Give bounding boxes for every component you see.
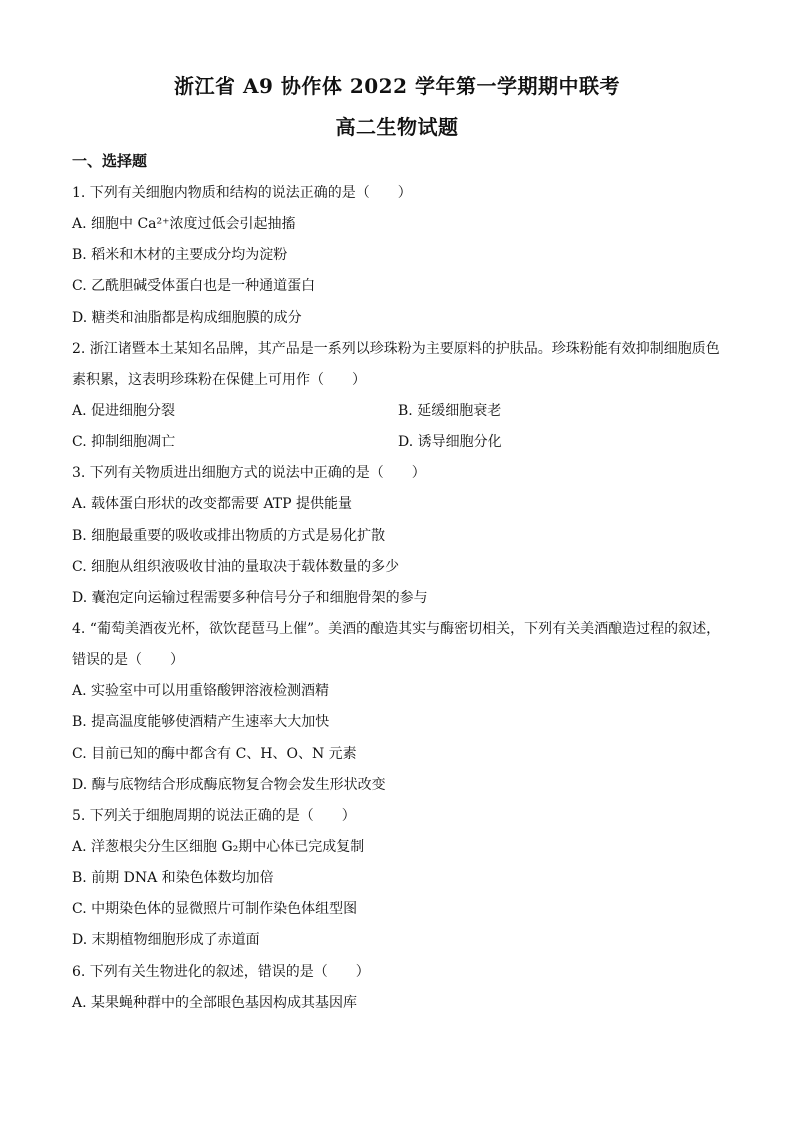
question-1-option-a: A. 细胞中 Ca²⁺浓度过低会引起抽搐: [72, 216, 296, 233]
question-4-option-b: B. 提高温度能够使酒精产生速率大大加快: [72, 714, 330, 731]
question-2-option-b: B. 延缓细胞衰老: [398, 402, 502, 419]
question-4-option-a: A. 实验室中可以用重铬酸钾溶液检测酒精: [72, 683, 330, 700]
question-1-option-c: C. 乙酰胆碱受体蛋白也是一种通道蛋白: [72, 278, 316, 295]
question-3-option-c: C. 细胞从组织液吸收甘油的量取决于载体数量的多少: [72, 558, 400, 575]
question-2-option-d: D. 诱导细胞分化: [398, 434, 502, 451]
question-4-stem-line-2: 错误的是（ ）: [72, 652, 184, 669]
question-3-option-d: D. 囊泡定向运输过程需要多种信号分子和细胞骨架的参与: [72, 589, 428, 606]
question-2-option-a: A. 促进细胞分裂: [72, 402, 176, 419]
question-5-option-b: B. 前期 DNA 和染色体数均加倍: [72, 870, 274, 887]
section-heading: 一、选择题: [72, 152, 148, 170]
question-2-stem-line-1: 2. 浙江诸暨本土某知名品牌，其产品是一系列以珍珠粉为主要原料的护肤品。珍珠粉能有效抑制细胞质色: [72, 340, 720, 357]
question-list: [72, 178, 732, 1019]
question-1-option-b: B. 稻米和木材的主要成分均为淀粉: [72, 247, 288, 264]
question-4-option-c: C. 目前已知的酶中都含有 C、H、O、N 元素: [72, 745, 357, 762]
question-2-option-c: C. 抑制细胞凋亡: [72, 434, 176, 451]
question-2-option-row-1: [72, 396, 732, 427]
question-2-stem-line-2: 素积累，这表明珍珠粉在保健上可用作（ ）: [72, 371, 366, 388]
question-5-option-d: D. 末期植物细胞形成了赤道面: [72, 932, 260, 949]
exam-subtitle: 高二生物试题: [335, 115, 459, 139]
question-4-stem-line-1: 4. “葡萄美酒夜光杯，欲饮琵琶马上催”。美酒的酿造其实与酶密切相关，下列有关美酒酿造过程的叙述，: [72, 620, 721, 637]
question-3-stem: 3. 下列有关物质进出细胞方式的说法中正确的是（ ）: [72, 465, 426, 482]
question-1-stem: 1. 下列有关细胞内物质和结构的说法正确的是（ ）: [72, 185, 412, 201]
question-3-option-a: A. 载体蛋白形状的改变都需要 ATP 提供能量: [72, 496, 353, 513]
question-2-option-row-2: [72, 427, 732, 458]
exam-title: 浙江省 A9 协作体 2022 学年第一学期期中联考: [174, 74, 620, 98]
question-5-stem: 5. 下列关于细胞周期的说法正确的是（ ）: [72, 807, 356, 824]
question-3-option-b: B. 细胞最重要的吸收或排出物质的方式是易化扩散: [72, 527, 386, 544]
question-6-option-a: A. 某果蝇种群中的全部眼色基因构成其基因库: [72, 994, 358, 1011]
question-4-option-d: D. 酶与底物结合形成酶底物复合物会发生形状改变: [72, 776, 386, 793]
question-5-option-c: C. 中期染色体的显微照片可制作染色体组型图: [72, 901, 358, 918]
question-1-option-d: D. 糖类和油脂都是构成细胞膜的成分: [72, 309, 302, 326]
question-5-option-a: A. 洋葱根尖分生区细胞 G₂期中心体已完成复制: [72, 838, 365, 855]
question-6-stem: 6. 下列有关生物进化的叙述，错误的是（ ）: [72, 963, 370, 980]
